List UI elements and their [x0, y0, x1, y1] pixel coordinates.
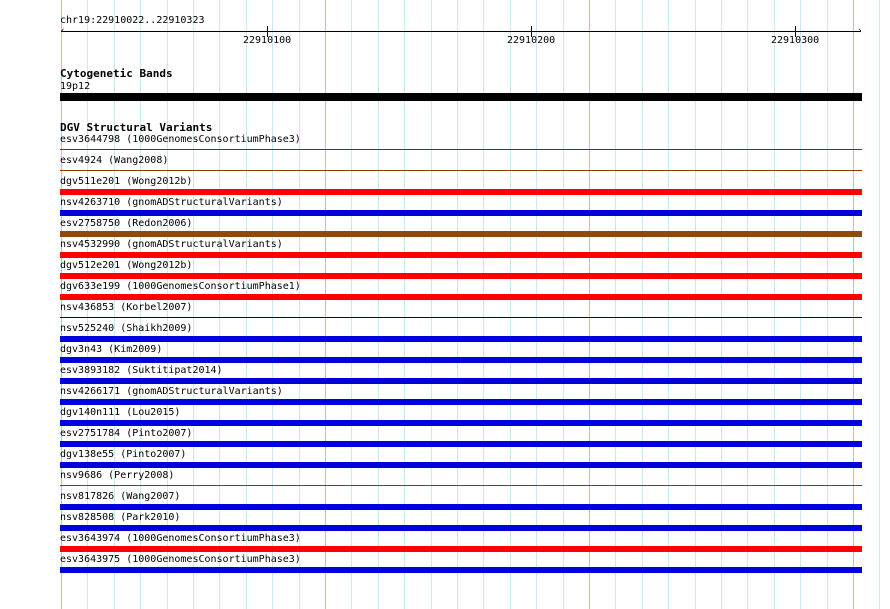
grid-line [219, 0, 220, 609]
dgv-feature-bar[interactable] [60, 525, 862, 531]
grid-line [483, 0, 484, 609]
dgv-feature-label: esv2751784 (Pinto2007) [60, 428, 193, 439]
dgv-feature-label: nsv817826 (Wang2007) [60, 491, 181, 502]
ruler-tick-label: 22910300 [771, 35, 820, 46]
dgv-feature-label: esv3644798 (1000GenomesConsortiumPhase3) [60, 134, 301, 145]
grid-line [431, 0, 432, 609]
cytoband-bar[interactable] [60, 93, 862, 101]
grid-line [589, 0, 590, 609]
dgv-feature-bar[interactable] [60, 317, 862, 318]
dgv-feature-label: nsv4266171 (gnomADStructuralVariants) [60, 386, 283, 397]
dgv-feature-label: nsv525240 (Shaikh2009) [60, 323, 193, 334]
dgv-feature-label: dgv140n111 (Lou2015) [60, 407, 181, 418]
dgv-feature-bar[interactable] [60, 441, 862, 447]
grid-line [510, 0, 511, 609]
dgv-feature-label: dgv511e201 (Wong2012b) [60, 176, 193, 187]
grid-line [272, 0, 273, 609]
grid-line [853, 0, 854, 609]
dgv-feature-label: esv3643974 (1000GenomesConsortiumPhase3) [60, 533, 301, 544]
dgv-feature-label: nsv9686 (Perry2008) [60, 470, 175, 481]
dgv-feature-bar[interactable] [60, 378, 862, 384]
grid-line [774, 0, 775, 609]
grid-line [404, 0, 405, 609]
grid-line [351, 0, 352, 609]
dgv-feature-bar[interactable] [60, 231, 862, 237]
ruler-right-arrow: › [857, 26, 863, 36]
dgv-feature-bar[interactable] [60, 252, 862, 258]
dgv-feature-bar[interactable] [60, 336, 862, 342]
dgv-feature-label: esv3643975 (1000GenomesConsortiumPhase3) [60, 554, 301, 565]
dgv-feature-label: esv2758750 (Redon2006) [60, 218, 193, 229]
grid-line [827, 0, 828, 609]
dgv-feature-bar[interactable] [60, 210, 862, 216]
grid-line [457, 0, 458, 609]
dgv-feature-bar[interactable] [60, 189, 862, 195]
ruler-location-label: chr19:22910022..22910323 [60, 15, 205, 26]
dgv-feature-bar[interactable] [60, 420, 862, 426]
grid-line [642, 0, 643, 609]
grid-line [747, 0, 748, 609]
dgv-feature-bar[interactable] [60, 149, 862, 150]
grid-line [563, 0, 564, 609]
grid-line [299, 0, 300, 609]
dgv-feature-label: nsv4532990 (gnomADStructuralVariants) [60, 239, 283, 250]
dgv-feature-bar[interactable] [60, 462, 862, 468]
dgv-feature-label: esv3893182 (Suktitipat2014) [60, 365, 223, 376]
grid-line [721, 0, 722, 609]
dgv-feature-bar[interactable] [60, 273, 862, 279]
dgv-feature-label: dgv3n43 (Kim2009) [60, 344, 163, 355]
dgv-feature-bar[interactable] [60, 294, 862, 300]
grid-line [246, 0, 247, 609]
dgv-feature-bar[interactable] [60, 567, 862, 573]
cytoband-label: 19p12 [60, 81, 91, 92]
dgv-feature-label: nsv828508 (Park2010) [60, 512, 181, 523]
grid-line [615, 0, 616, 609]
dgv-feature-bar[interactable] [60, 170, 862, 171]
grid-line [668, 0, 669, 609]
grid-line [800, 0, 801, 609]
dgv-feature-label: dgv512e201 (Wong2012b) [60, 260, 193, 271]
ruler-tick-label: 22910200 [507, 35, 556, 46]
ruler-axis-line [61, 31, 861, 32]
grid-line [536, 0, 537, 609]
dgv-feature-bar[interactable] [60, 546, 862, 552]
dgv-feature-label: dgv633e199 (1000GenomesConsortiumPhase1) [60, 281, 301, 292]
dgv-feature-label: esv4924 (Wang2008) [60, 155, 169, 166]
grid-line [879, 0, 880, 609]
ruler-tick-label: 22910100 [243, 35, 292, 46]
dgv-feature-label: nsv436853 (Korbel2007) [60, 302, 193, 313]
grid-line [378, 0, 379, 609]
dgv-feature-label: nsv4263710 (gnomADStructuralVariants) [60, 197, 283, 208]
dgv-feature-bar[interactable] [60, 399, 862, 405]
dgv-feature-bar[interactable] [60, 504, 862, 510]
cytoband-track-title: Cytogenetic Bands [60, 67, 173, 80]
grid-line [695, 0, 696, 609]
grid-line [193, 0, 194, 609]
grid-line [325, 0, 326, 609]
dgv-feature-bar[interactable] [60, 485, 862, 486]
dgv-track-title: DGV Structural Variants [60, 121, 213, 134]
dgv-feature-label: dgv138e55 (Pinto2007) [60, 449, 187, 460]
dgv-feature-bar[interactable] [60, 357, 862, 363]
